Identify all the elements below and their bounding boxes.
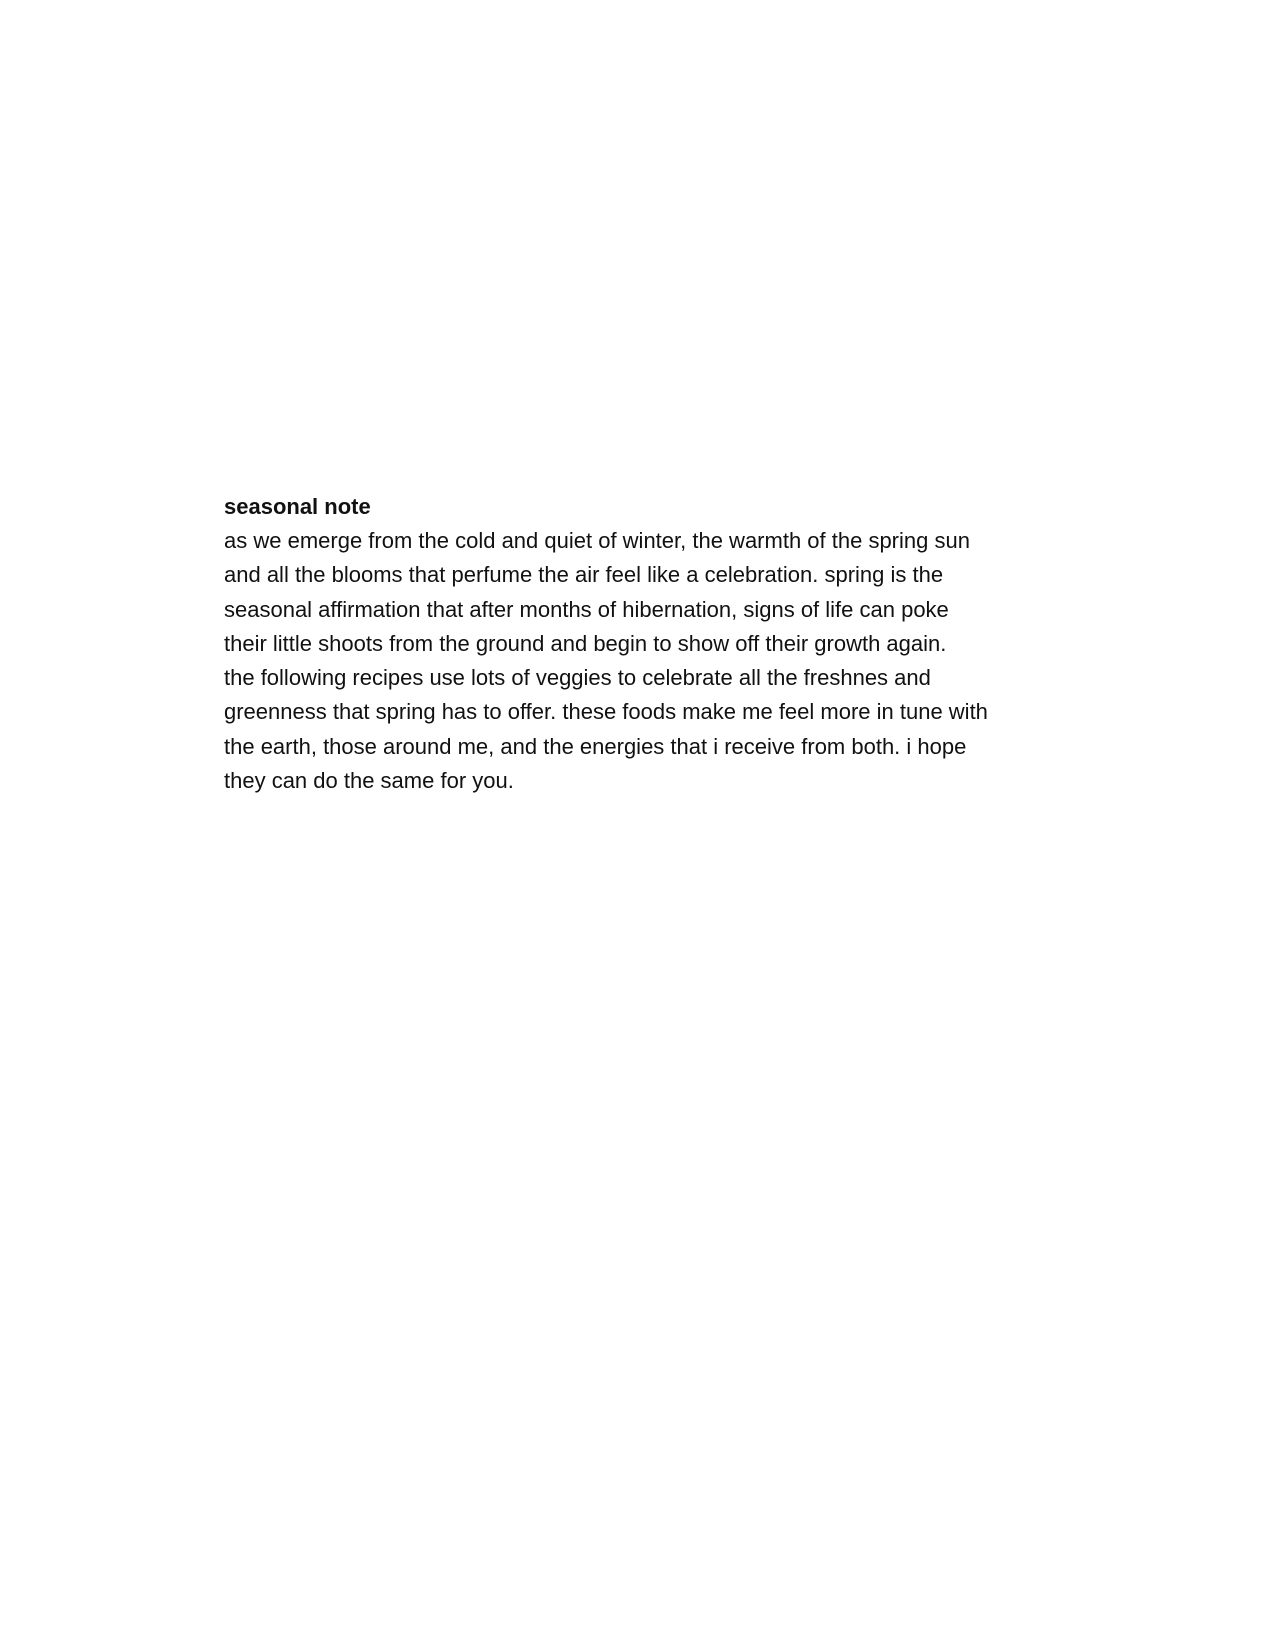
body-line: they can do the same for you. [224, 768, 514, 794]
body-line: the following recipes use lots of veggies to celebrate all the freshnes and [224, 665, 931, 691]
seasonal-note-section [224, 490, 1044, 798]
body-line: and all the blooms that perfume the air feel like a celebration. spring is the [224, 562, 944, 588]
body-line: as we emerge from the cold and quiet of winter, the warmth of the spring sun [224, 528, 970, 553]
section-heading: seasonal note [224, 494, 371, 519]
body-line: greenness that spring has to offer. these foods make me feel more in tune with [224, 699, 988, 725]
body-line: the earth, those around me, and the energies that i receive from both. i hope [224, 733, 967, 759]
body-line: seasonal affirmation that after months of hibernation, signs of life can poke [224, 596, 949, 622]
body-line: their little shoots from the ground and begin to show off their growth again. [224, 630, 947, 656]
